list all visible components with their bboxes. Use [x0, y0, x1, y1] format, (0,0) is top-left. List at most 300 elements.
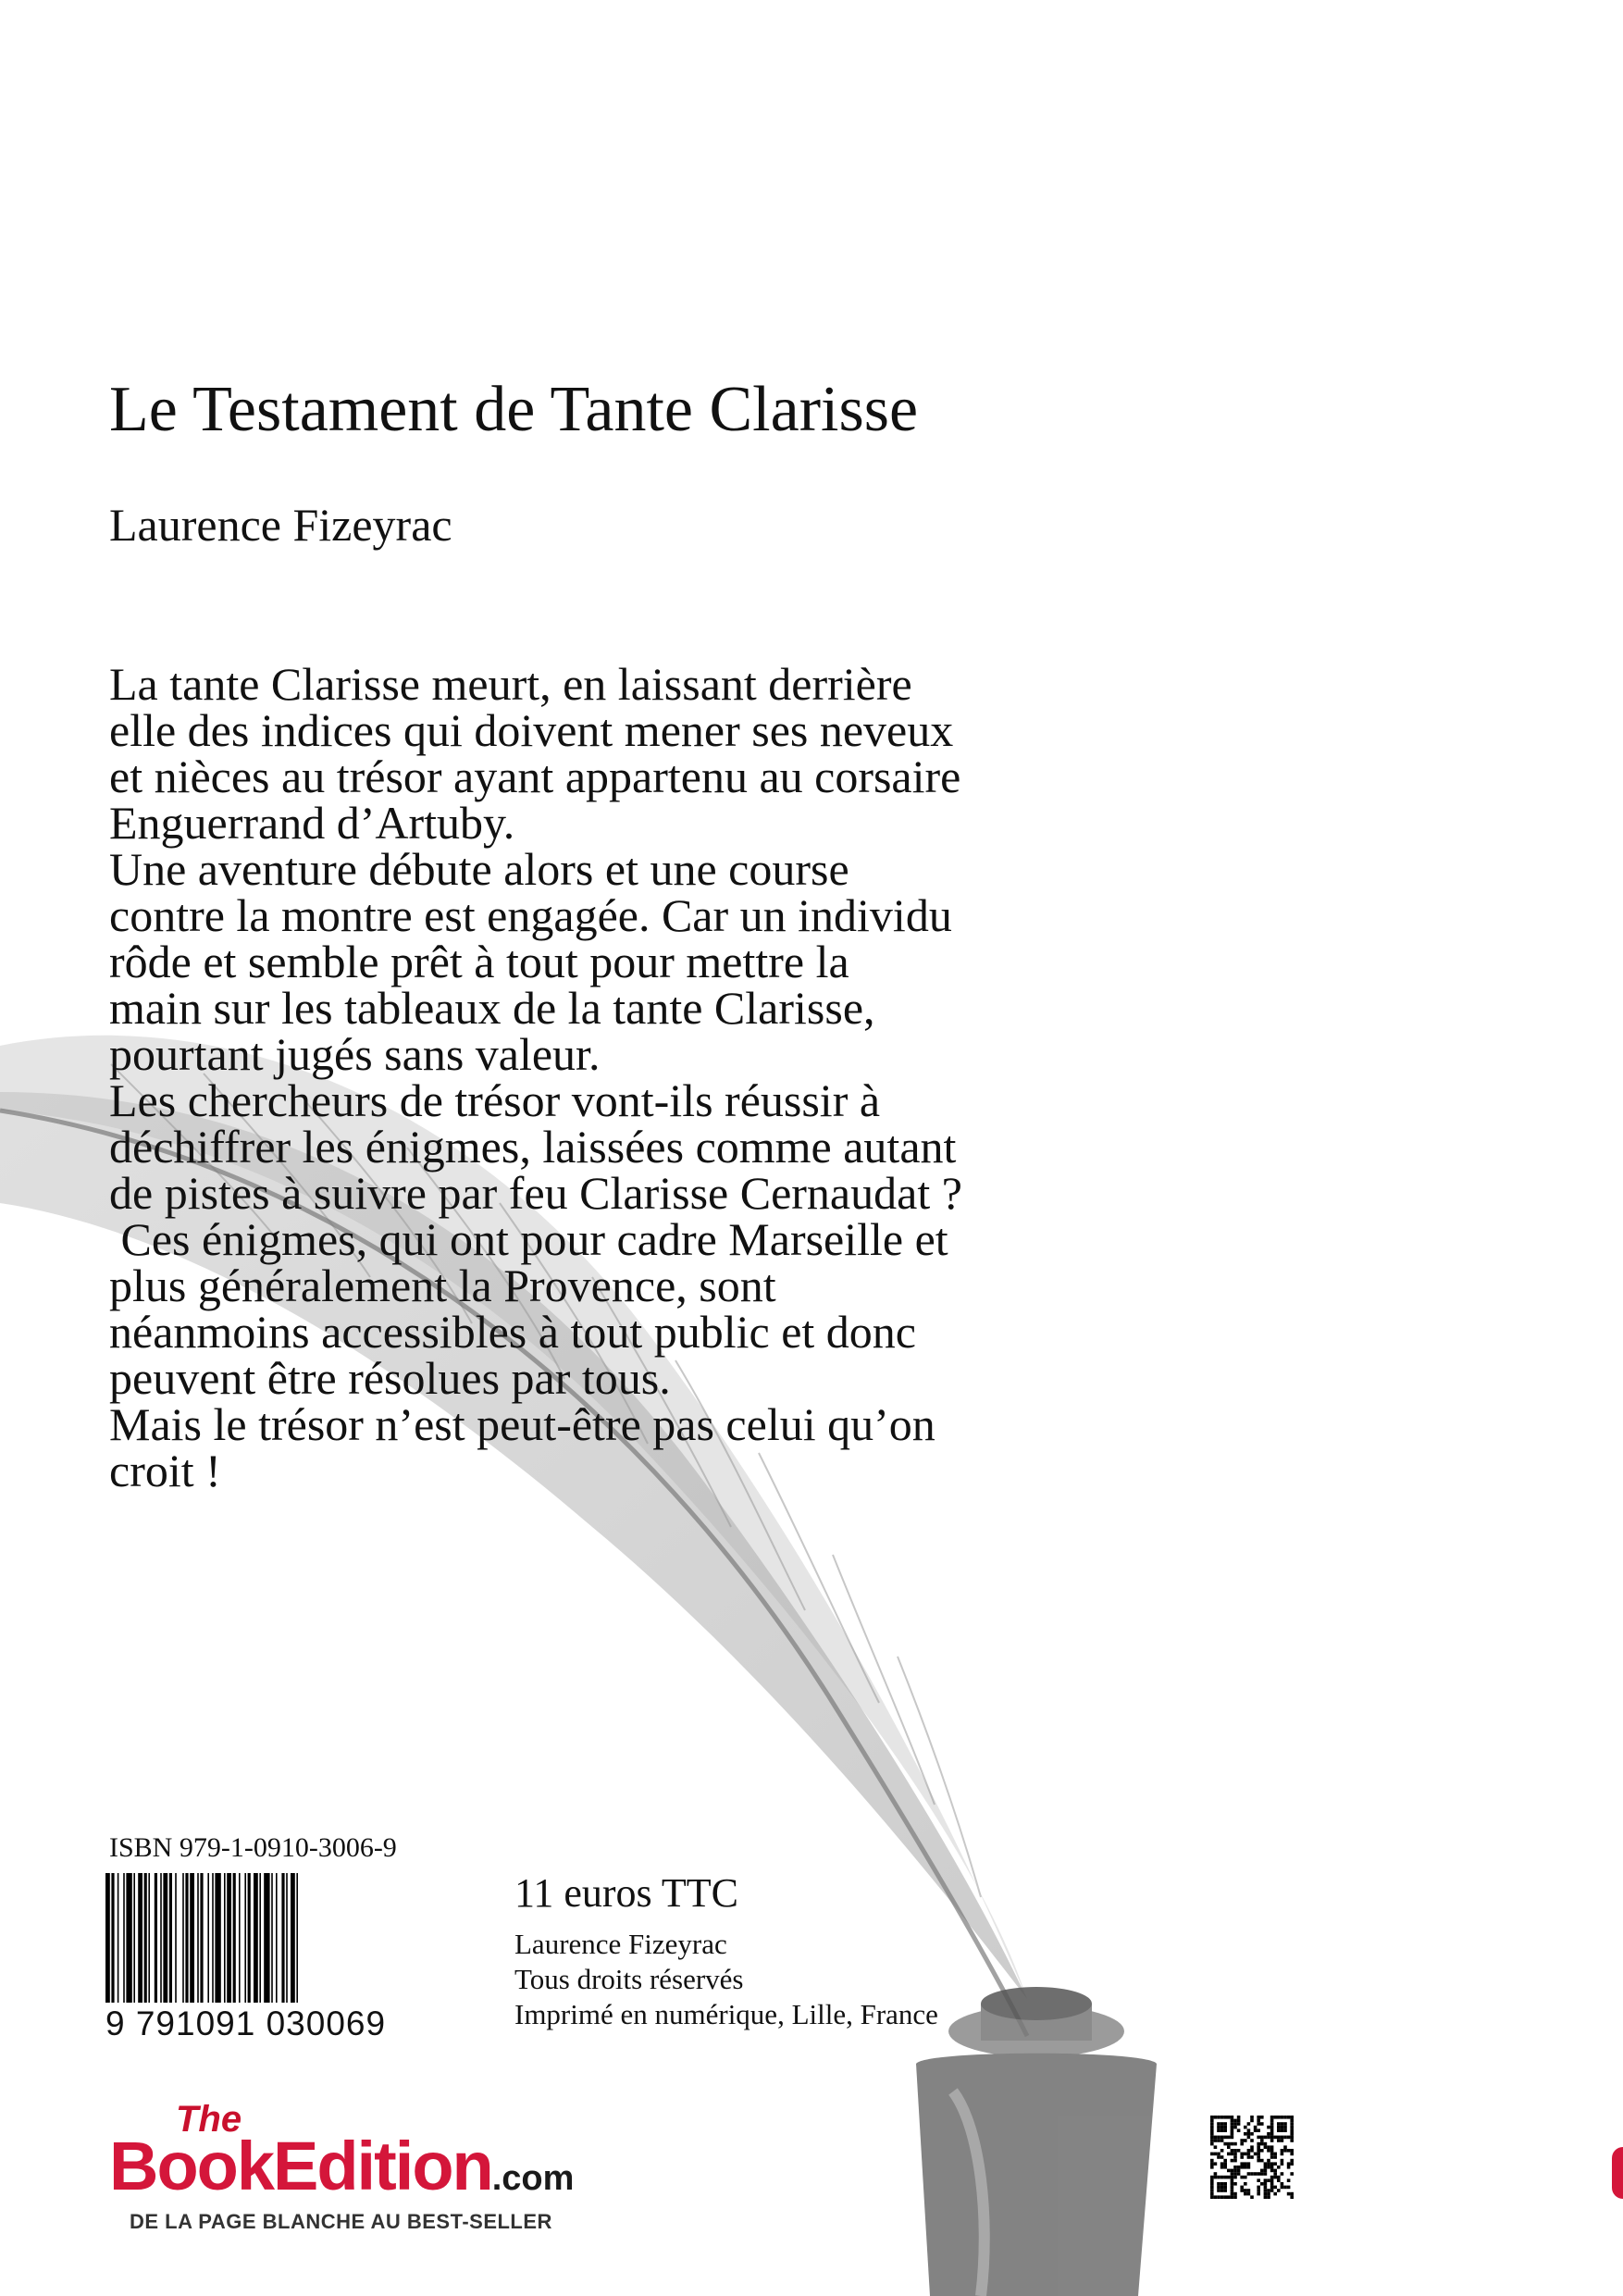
qr-module — [1210, 2126, 1214, 2129]
qr-module — [1233, 2182, 1237, 2186]
qr-module — [1223, 2166, 1227, 2169]
qr-module — [1233, 2119, 1237, 2123]
barcode-bar — [281, 1873, 284, 2003]
qr-module — [1273, 2176, 1277, 2179]
qr-module — [1214, 2195, 1218, 2199]
barcode-bar — [207, 1873, 209, 2003]
synopsis-line: La tante Clarisse meurt, en laissant derrière — [109, 658, 912, 710]
qr-module — [1227, 2153, 1231, 2156]
isbn-label: ISBN 979-1-0910-3006-9 — [109, 1832, 397, 1863]
qr-module — [1220, 2149, 1224, 2153]
qr-module — [1277, 2139, 1281, 2142]
qr-module — [1273, 2162, 1277, 2166]
qr-module — [1270, 2128, 1274, 2132]
qr-module — [1244, 2162, 1247, 2166]
qr-module — [1223, 2122, 1227, 2126]
qr-module — [1277, 2128, 1281, 2132]
qr-module — [1270, 2176, 1274, 2179]
qr-module — [1283, 2128, 1287, 2132]
qr-module — [1223, 2162, 1227, 2166]
qr-module — [1244, 2189, 1247, 2192]
qr-module — [1227, 2176, 1231, 2179]
qr-module — [1231, 2159, 1234, 2163]
price: 11 euros TTC — [514, 1870, 738, 1916]
qr-module — [1260, 2136, 1264, 2140]
qr-module — [1247, 2122, 1251, 2126]
qr-module — [1257, 2159, 1260, 2163]
qr-module — [1220, 2116, 1224, 2119]
qr-module — [1231, 2128, 1234, 2132]
qr-module — [1220, 2128, 1224, 2132]
barcode-bar — [138, 1873, 142, 2003]
barcode-bar — [276, 1873, 278, 2003]
qr-module — [1210, 2159, 1214, 2163]
qr-module — [1267, 2145, 1270, 2149]
barcode-bar — [248, 1873, 251, 2003]
qr-module — [1244, 2182, 1247, 2186]
qr-module — [1231, 2189, 1234, 2192]
qr-module — [1210, 2128, 1214, 2132]
synopsis-line: Les chercheurs de trésor vont-ils réussir à — [109, 1074, 881, 1126]
qr-module — [1223, 2159, 1227, 2163]
qr-module — [1223, 2182, 1227, 2186]
rights-line: Imprimé en numérique, Lille, France — [514, 1998, 938, 2030]
qr-module — [1290, 2159, 1294, 2163]
qr-module — [1237, 2128, 1241, 2132]
qr-module — [1267, 2132, 1270, 2136]
qr-module — [1233, 2195, 1237, 2199]
qr-module — [1220, 2162, 1224, 2166]
qr-module — [1273, 2136, 1277, 2140]
qr-module — [1287, 2162, 1291, 2166]
qr-module — [1240, 2166, 1244, 2169]
qr-module — [1231, 2116, 1234, 2119]
barcode-bar — [175, 1873, 177, 2003]
qr-module — [1227, 2142, 1231, 2146]
qr-module — [1277, 2178, 1281, 2182]
qr-module — [1217, 2136, 1220, 2140]
qr-module — [1237, 2119, 1241, 2123]
qr-module — [1254, 2128, 1258, 2132]
qr-module — [1214, 2162, 1218, 2166]
qr-module — [1231, 2192, 1234, 2196]
barcode-digits: 9 791091 030069 — [105, 2004, 387, 2042]
qr-module — [1270, 2116, 1274, 2119]
qr-module — [1283, 2126, 1287, 2129]
qr-module — [1217, 2176, 1220, 2179]
qr-module — [1214, 2172, 1218, 2176]
barcode-bar — [185, 1873, 188, 2003]
qr-module — [1290, 2172, 1294, 2176]
qr-module — [1247, 2155, 1251, 2159]
qr-module — [1267, 2195, 1270, 2199]
qr-module — [1247, 2166, 1251, 2169]
qr-module — [1270, 2139, 1274, 2142]
qr-module — [1273, 2186, 1277, 2190]
qr-module — [1270, 2166, 1274, 2169]
qr-module — [1270, 2149, 1274, 2153]
qr-module — [1220, 2166, 1224, 2169]
qr-module — [1227, 2116, 1231, 2119]
qr-module — [1214, 2153, 1218, 2156]
qr-module — [1223, 2142, 1227, 2146]
qr-module — [1264, 2162, 1268, 2166]
qr-module — [1290, 2139, 1294, 2142]
qr-module — [1210, 2153, 1214, 2156]
barcode-bar — [286, 1873, 288, 2003]
qr-module — [1281, 2122, 1284, 2126]
qr-module — [1254, 2172, 1258, 2176]
barcode-bar — [155, 1873, 157, 2003]
qr-module — [1231, 2195, 1234, 2199]
qr-module — [1260, 2182, 1264, 2186]
barcode-bar — [233, 1873, 236, 2003]
synopsis — [109, 658, 1257, 1496]
qr-module — [1220, 2122, 1224, 2126]
barcode-bar — [148, 1873, 150, 2003]
qr-module — [1240, 2139, 1244, 2142]
barcode-bar — [271, 1873, 273, 2003]
qr-module — [1250, 2116, 1254, 2119]
synopsis-line: et nièces au trésor ayant appartenu au corsaire — [109, 751, 961, 802]
qr-module — [1227, 2169, 1231, 2173]
qr-module — [1231, 2126, 1234, 2129]
qr-module — [1247, 2172, 1251, 2176]
qr-module — [1281, 2153, 1284, 2156]
qr-module — [1260, 2149, 1264, 2153]
qr-module — [1260, 2169, 1264, 2173]
qr-module — [1240, 2155, 1244, 2159]
qr-module — [1220, 2195, 1224, 2199]
synopsis-line: déchiffrer les énigmes, laissées comme autant — [109, 1121, 957, 1173]
qr-module — [1257, 2149, 1260, 2153]
qr-module — [1244, 2153, 1247, 2156]
qr-module — [1244, 2139, 1247, 2142]
qr-module — [1217, 2153, 1220, 2156]
qr-module — [1233, 2169, 1237, 2173]
qr-module — [1257, 2116, 1260, 2119]
qr-module — [1287, 2149, 1291, 2153]
book-title: Le Testament de Tante Clarisse — [109, 374, 919, 445]
qr-module — [1257, 2136, 1260, 2140]
barcode — [105, 1873, 448, 2003]
barcode-bar — [200, 1873, 203, 2003]
qr-module — [1220, 2139, 1224, 2142]
qr-module — [1267, 2178, 1270, 2182]
synopsis-line: Ces énigmes, qui ont pour cadre Marseille et — [109, 1213, 948, 1265]
qr-module — [1244, 2126, 1247, 2129]
qr-module — [1233, 2155, 1237, 2159]
qr-module — [1233, 2126, 1237, 2129]
qr-module — [1210, 2182, 1214, 2186]
barcode-bar — [291, 1873, 295, 2003]
book-author: Laurence Fizeyrac — [109, 499, 452, 551]
qr-module — [1260, 2142, 1264, 2146]
qr-module — [1240, 2176, 1244, 2179]
qr-module — [1240, 2189, 1244, 2192]
qr-module — [1210, 2195, 1214, 2199]
qr-module — [1247, 2132, 1251, 2136]
qr-module — [1210, 2178, 1214, 2182]
qr-module — [1231, 2186, 1234, 2190]
qr-module — [1223, 2176, 1227, 2179]
qr-module — [1210, 2139, 1214, 2142]
barcode-bar — [144, 1873, 147, 2003]
qr-module — [1290, 2128, 1294, 2132]
synopsis-line: néanmoins accessibles à tout public et donc — [109, 1306, 916, 1358]
qr-module — [1290, 2119, 1294, 2123]
synopsis-line: croit ! — [109, 1445, 221, 1496]
qr-module — [1217, 2182, 1220, 2186]
qr-module — [1257, 2142, 1260, 2146]
isbn-block — [105, 1834, 457, 2041]
qr-module — [1223, 2126, 1227, 2129]
qr-module — [1223, 2195, 1227, 2199]
qr-module — [1283, 2149, 1287, 2153]
qr-module — [1264, 2145, 1268, 2149]
barcode-bar — [227, 1873, 231, 2003]
qr-module — [1227, 2145, 1231, 2149]
logo-the: The — [176, 2099, 242, 2140]
qr-module — [1257, 2128, 1260, 2132]
qr-module — [1287, 2178, 1291, 2182]
qr-module — [1231, 2142, 1234, 2146]
qr-module — [1257, 2192, 1260, 2196]
barcode-bar — [254, 1873, 258, 2003]
barcode-bar — [133, 1873, 135, 2003]
qr-module — [1270, 2178, 1274, 2182]
qr-module — [1231, 2119, 1234, 2123]
qr-module — [1273, 2116, 1277, 2119]
qr-module — [1237, 2116, 1241, 2119]
qr-module — [1244, 2132, 1247, 2136]
qr-module — [1257, 2153, 1260, 2156]
qr-module — [1231, 2169, 1234, 2173]
qr-module — [1283, 2116, 1287, 2119]
barcode-bar — [259, 1873, 261, 2003]
barcode-bar — [105, 1873, 110, 2003]
qr-module — [1250, 2195, 1254, 2199]
synopsis-line: Enguerrand d’Artuby. — [109, 797, 515, 849]
qr-module — [1283, 2122, 1287, 2126]
qr-module — [1270, 2169, 1274, 2173]
qr-module — [1250, 2145, 1254, 2149]
synopsis-line: plus généralement la Provence, sont — [109, 1260, 776, 1311]
qr-module — [1223, 2128, 1227, 2132]
qr-module — [1290, 2132, 1294, 2136]
qr-module — [1270, 2162, 1274, 2166]
qr-module — [1281, 2162, 1284, 2166]
qr-module — [1257, 2119, 1260, 2123]
qr-module — [1210, 2136, 1214, 2140]
qr-module — [1290, 2136, 1294, 2140]
qr-module — [1290, 2162, 1294, 2166]
qr-module — [1257, 2172, 1260, 2176]
qr-module — [1287, 2136, 1291, 2140]
qr-module — [1210, 2132, 1214, 2136]
qr-module — [1264, 2192, 1268, 2196]
qr-module — [1210, 2116, 1214, 2119]
qr-module — [1247, 2153, 1251, 2156]
qr-module — [1277, 2126, 1281, 2129]
qr-module — [1227, 2195, 1231, 2199]
synopsis-line: pourtant jugés sans valeur. — [109, 1028, 601, 1080]
qr-module — [1214, 2176, 1218, 2179]
qr-module — [1273, 2155, 1277, 2159]
qr-module — [1290, 2126, 1294, 2129]
qr-module — [1237, 2149, 1241, 2153]
qr-module — [1264, 2178, 1268, 2182]
qr-module — [1267, 2189, 1270, 2192]
qr-module — [1270, 2119, 1274, 2123]
qr-module — [1257, 2186, 1260, 2190]
qr-module — [1277, 2116, 1281, 2119]
qr-module — [1281, 2116, 1284, 2119]
qr-module — [1231, 2153, 1234, 2156]
qr-code-icon — [1210, 2116, 1294, 2199]
qr-module — [1281, 2182, 1284, 2186]
qr-module — [1240, 2162, 1244, 2166]
qr-module — [1264, 2166, 1268, 2169]
rights-line: Tous droits réservés — [514, 1963, 744, 1995]
synopsis-line: Une aventure débute alors et une course — [109, 843, 849, 895]
qr-module — [1220, 2155, 1224, 2159]
qr-module — [1281, 2172, 1284, 2176]
barcode-bar — [215, 1873, 220, 2003]
qr-module — [1231, 2132, 1234, 2136]
qr-module — [1210, 2192, 1214, 2196]
qr-module — [1267, 2136, 1270, 2140]
rights-line: Laurence Fizeyrac — [514, 1928, 727, 1960]
qr-module — [1270, 2132, 1274, 2136]
synopsis-line: main sur les tableaux de la tante Clarisse, — [109, 982, 875, 1034]
synopsis-line: Mais le trésor n’est peut-être pas celui qu’on — [109, 1398, 935, 1450]
qr-module — [1281, 2136, 1284, 2140]
qr-module — [1264, 2172, 1268, 2176]
qr-module — [1237, 2166, 1241, 2169]
qr-module — [1231, 2136, 1234, 2140]
barcode-bar — [111, 1873, 114, 2003]
barcode-bar — [126, 1873, 131, 2003]
qr-module — [1217, 2155, 1220, 2159]
qr-module — [1267, 2192, 1270, 2196]
qr-module — [1217, 2189, 1220, 2192]
qr-module — [1264, 2136, 1268, 2140]
synopsis-line: de pistes à suivre par feu Clarisse Cernaudat ? — [109, 1167, 962, 1219]
qr-module — [1244, 2176, 1247, 2179]
qr-module — [1277, 2189, 1281, 2192]
qr-module — [1223, 2189, 1227, 2192]
qr-module — [1290, 2195, 1294, 2199]
qr-module — [1264, 2195, 1268, 2199]
qr-module — [1217, 2126, 1220, 2129]
qr-module — [1257, 2122, 1260, 2126]
qr-module — [1270, 2155, 1274, 2159]
qr-module — [1250, 2172, 1254, 2176]
qr-module — [1267, 2159, 1270, 2163]
qr-module — [1273, 2169, 1277, 2173]
qr-module — [1233, 2166, 1237, 2169]
qr-module — [1277, 2166, 1281, 2169]
barcode-bar — [163, 1873, 167, 2003]
qr-module — [1267, 2162, 1270, 2166]
barcode-bar — [190, 1873, 194, 2003]
logo-tagline: DE LA PAGE BLANCHE AU BEST-SELLER — [130, 2210, 552, 2233]
qr-module — [1247, 2189, 1251, 2192]
qr-module — [1217, 2139, 1220, 2142]
qr-module — [1267, 2149, 1270, 2153]
barcode-bar — [212, 1873, 214, 2003]
qr-module — [1220, 2176, 1224, 2179]
qr-module — [1267, 2166, 1270, 2169]
qr-module — [1247, 2136, 1251, 2140]
qr-module — [1220, 2126, 1224, 2129]
qr-module — [1287, 2186, 1291, 2190]
qr-module — [1283, 2186, 1287, 2190]
synopsis-line: elle des indices qui doivent mener ses neveux — [109, 704, 954, 756]
qr-module — [1210, 2186, 1214, 2190]
pricing-block — [514, 1870, 938, 2032]
qr-module — [1233, 2159, 1237, 2163]
qr-module — [1257, 2189, 1260, 2192]
qr-module — [1270, 2186, 1274, 2190]
qr-module — [1270, 2122, 1274, 2126]
qr-module — [1281, 2126, 1284, 2129]
barcode-bar — [160, 1873, 162, 2003]
qr-module — [1250, 2149, 1254, 2153]
barcode-bar — [224, 1873, 226, 2003]
qr-module — [1233, 2172, 1237, 2176]
barcode-bar — [239, 1873, 241, 2003]
qr-module — [1237, 2172, 1241, 2176]
barcode-bar — [264, 1873, 269, 2003]
qr-module — [1214, 2145, 1218, 2149]
qr-module — [1250, 2119, 1254, 2123]
qr-module — [1250, 2132, 1254, 2136]
qr-module — [1250, 2139, 1254, 2142]
qr-module — [1273, 2192, 1277, 2196]
qr-module — [1290, 2153, 1294, 2156]
qr-module — [1220, 2136, 1224, 2140]
qr-module — [1290, 2122, 1294, 2126]
qr-module — [1254, 2126, 1258, 2129]
qr-module — [1264, 2169, 1268, 2173]
qr-module — [1214, 2116, 1218, 2119]
qr-module — [1270, 2182, 1274, 2186]
edge-mark — [1612, 2147, 1623, 2199]
qr-module — [1231, 2172, 1234, 2176]
barcode-bar — [197, 1873, 199, 2003]
qr-module — [1217, 2195, 1220, 2199]
qr-module — [1217, 2122, 1220, 2126]
qr-module — [1260, 2172, 1264, 2176]
qr-module — [1287, 2166, 1291, 2169]
qr-module — [1240, 2153, 1244, 2156]
qr-module — [1233, 2153, 1237, 2156]
qr-module — [1257, 2145, 1260, 2149]
qr-module — [1264, 2186, 1268, 2190]
qr-module — [1237, 2122, 1241, 2126]
qr-module — [1244, 2166, 1247, 2169]
qr-module — [1273, 2153, 1277, 2156]
qr-module — [1231, 2178, 1234, 2182]
qr-module — [1223, 2186, 1227, 2190]
qr-module — [1257, 2178, 1260, 2182]
qr-module — [1217, 2186, 1220, 2190]
qr-module — [1210, 2119, 1214, 2123]
qr-module — [1270, 2145, 1274, 2149]
qr-module — [1217, 2116, 1220, 2119]
